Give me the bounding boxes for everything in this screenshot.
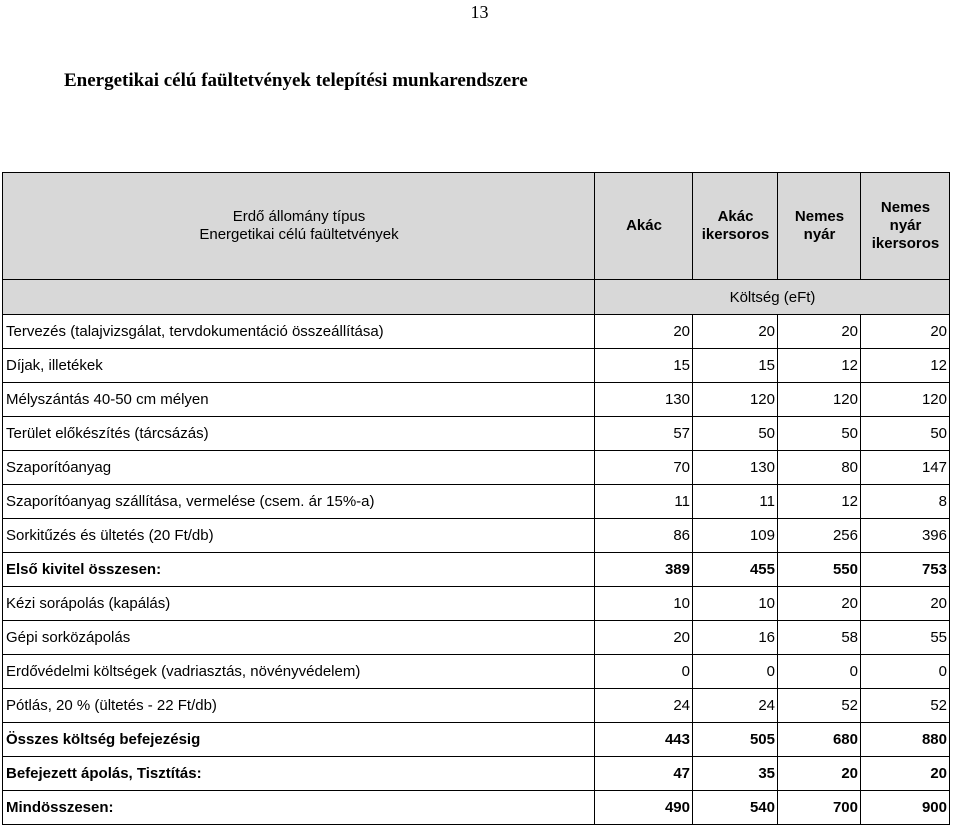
- cost-value-cell: 550: [778, 553, 861, 587]
- cost-value-cell: 0: [693, 655, 778, 689]
- table-row: [3, 519, 950, 553]
- row-label: Szaporítóanyag: [3, 451, 595, 485]
- cost-value-cell: 0: [595, 655, 693, 689]
- table-row: [3, 757, 950, 791]
- cost-value-cell: 130: [693, 451, 778, 485]
- cost-value-cell: 35: [693, 757, 778, 791]
- cost-value-cell: 256: [778, 519, 861, 553]
- header-category-label: Energetikai célú faültetvények: [199, 226, 399, 243]
- cost-value-cell: 57: [595, 417, 693, 451]
- cost-value-cell: 900: [861, 791, 950, 825]
- header-type-label: Erdő állomány típus: [232, 208, 366, 225]
- cost-value-cell: 52: [778, 689, 861, 723]
- row-label: Díjak, illetékek: [3, 349, 595, 383]
- row-label: Első kivitel összesen:: [3, 553, 595, 587]
- table-row: [3, 723, 950, 757]
- cost-value-cell: 24: [595, 689, 693, 723]
- row-label: Sorkitűzés és ültetés (20 Ft/db): [3, 519, 595, 553]
- row-label: Mélyszántás 40-50 cm mélyen: [3, 383, 595, 417]
- cost-value-cell: 10: [595, 587, 693, 621]
- cost-value-cell: 24: [693, 689, 778, 723]
- cost-value-cell: 12: [778, 485, 861, 519]
- row-label: Pótlás, 20 % (ültetés - 22 Ft/db): [3, 689, 595, 723]
- cost-value-cell: 20: [778, 757, 861, 791]
- unit-row: [3, 280, 950, 315]
- cost-value-cell: 0: [778, 655, 861, 689]
- column-header-line: ikersoros: [871, 235, 940, 252]
- table-row: [3, 485, 950, 519]
- column-header-nemes-nyar-ikersoros: [861, 173, 950, 280]
- cost-value-cell: 109: [693, 519, 778, 553]
- cost-value-cell: 130: [595, 383, 693, 417]
- row-label: Terület előkészítés (tárcsázás): [3, 417, 595, 451]
- cost-value-cell: 753: [861, 553, 950, 587]
- column-header-akac-ikersoros: [693, 173, 778, 280]
- cost-value-cell: 15: [595, 349, 693, 383]
- cost-value-cell: 20: [595, 315, 693, 349]
- cost-value-cell: 50: [778, 417, 861, 451]
- cost-value-cell: 389: [595, 553, 693, 587]
- row-label: Mindösszesen:: [3, 791, 595, 825]
- cost-value-cell: 20: [778, 587, 861, 621]
- cost-value-cell: 443: [595, 723, 693, 757]
- cost-table: [2, 172, 950, 825]
- row-label: Kézi sorápolás (kapálás): [3, 587, 595, 621]
- table-row: [3, 655, 950, 689]
- cost-value-cell: 10: [693, 587, 778, 621]
- table-row: [3, 621, 950, 655]
- cost-value-cell: 70: [595, 451, 693, 485]
- column-header-nemes-nyar: [778, 173, 861, 280]
- table-row: [3, 315, 950, 349]
- cost-value-cell: 47: [595, 757, 693, 791]
- cost-value-cell: 15: [693, 349, 778, 383]
- cost-value-cell: 12: [861, 349, 950, 383]
- column-header-line: Nemes: [880, 199, 931, 216]
- row-label: Erdővédelmi költségek (vadriasztás, növényvédelem): [3, 655, 595, 689]
- row-label: Összes költség befejezésig: [3, 723, 595, 757]
- table-row: [3, 587, 950, 621]
- cost-value-cell: 700: [778, 791, 861, 825]
- column-header-line: ikersoros: [701, 226, 770, 243]
- cost-value-cell: 540: [693, 791, 778, 825]
- row-label: Szaporítóanyag szállítása, vermelése (csem. ár 15%-a): [3, 485, 595, 519]
- cost-value-cell: 120: [693, 383, 778, 417]
- cost-value-cell: 20: [693, 315, 778, 349]
- page-number: 13: [470, 2, 489, 22]
- cost-value-cell: 396: [861, 519, 950, 553]
- column-header-line: Akác: [626, 217, 662, 234]
- column-header-line: nyár: [803, 226, 836, 243]
- row-label: Tervezés (talajvizsgálat, tervdokumentáció összeállítása): [3, 315, 595, 349]
- table-row: [3, 451, 950, 485]
- table-row: [3, 791, 950, 825]
- cost-value-cell: 0: [861, 655, 950, 689]
- cost-value-cell: 680: [778, 723, 861, 757]
- cost-value-cell: 880: [861, 723, 950, 757]
- unit-label: Költség (eFt): [595, 280, 950, 315]
- cost-value-cell: 8: [861, 485, 950, 519]
- cost-value-cell: 58: [778, 621, 861, 655]
- column-header-line: Akác: [717, 208, 754, 225]
- cost-value-cell: 505: [693, 723, 778, 757]
- cost-value-cell: 80: [778, 451, 861, 485]
- cost-value-cell: 20: [861, 587, 950, 621]
- cost-value-cell: 86: [595, 519, 693, 553]
- table-header-row: [3, 173, 950, 280]
- unit-row-spacer: [3, 280, 595, 315]
- cost-value-cell: 52: [861, 689, 950, 723]
- row-label: Befejezett ápolás, Tisztítás:: [3, 757, 595, 791]
- column-header-line: Nemes: [794, 208, 845, 225]
- cost-value-cell: 50: [693, 417, 778, 451]
- table-row: [3, 349, 950, 383]
- table-body: [3, 315, 950, 825]
- cost-value-cell: 147: [861, 451, 950, 485]
- cost-value-cell: 16: [693, 621, 778, 655]
- cost-value-cell: 20: [861, 757, 950, 791]
- cost-value-cell: 55: [861, 621, 950, 655]
- table-row: [3, 689, 950, 723]
- cost-value-cell: 490: [595, 791, 693, 825]
- cost-value-cell: 120: [861, 383, 950, 417]
- cost-value-cell: 455: [693, 553, 778, 587]
- cost-value-cell: 20: [778, 315, 861, 349]
- cost-value-cell: 20: [861, 315, 950, 349]
- table-row: [3, 417, 950, 451]
- cost-value-cell: 120: [778, 383, 861, 417]
- cost-value-cell: 20: [595, 621, 693, 655]
- document-title: Energetikai célú faültetvények telepítési munkarendszere: [64, 70, 528, 91]
- cost-value-cell: 11: [595, 485, 693, 519]
- cost-value-cell: 12: [778, 349, 861, 383]
- cost-value-cell: 50: [861, 417, 950, 451]
- row-label: Gépi sorközápolás: [3, 621, 595, 655]
- table-row: [3, 553, 950, 587]
- column-header-akac: [595, 173, 693, 280]
- table-row: [3, 383, 950, 417]
- cost-value-cell: 11: [693, 485, 778, 519]
- column-header-line: nyár: [889, 217, 922, 234]
- header-type-cell: [3, 173, 595, 280]
